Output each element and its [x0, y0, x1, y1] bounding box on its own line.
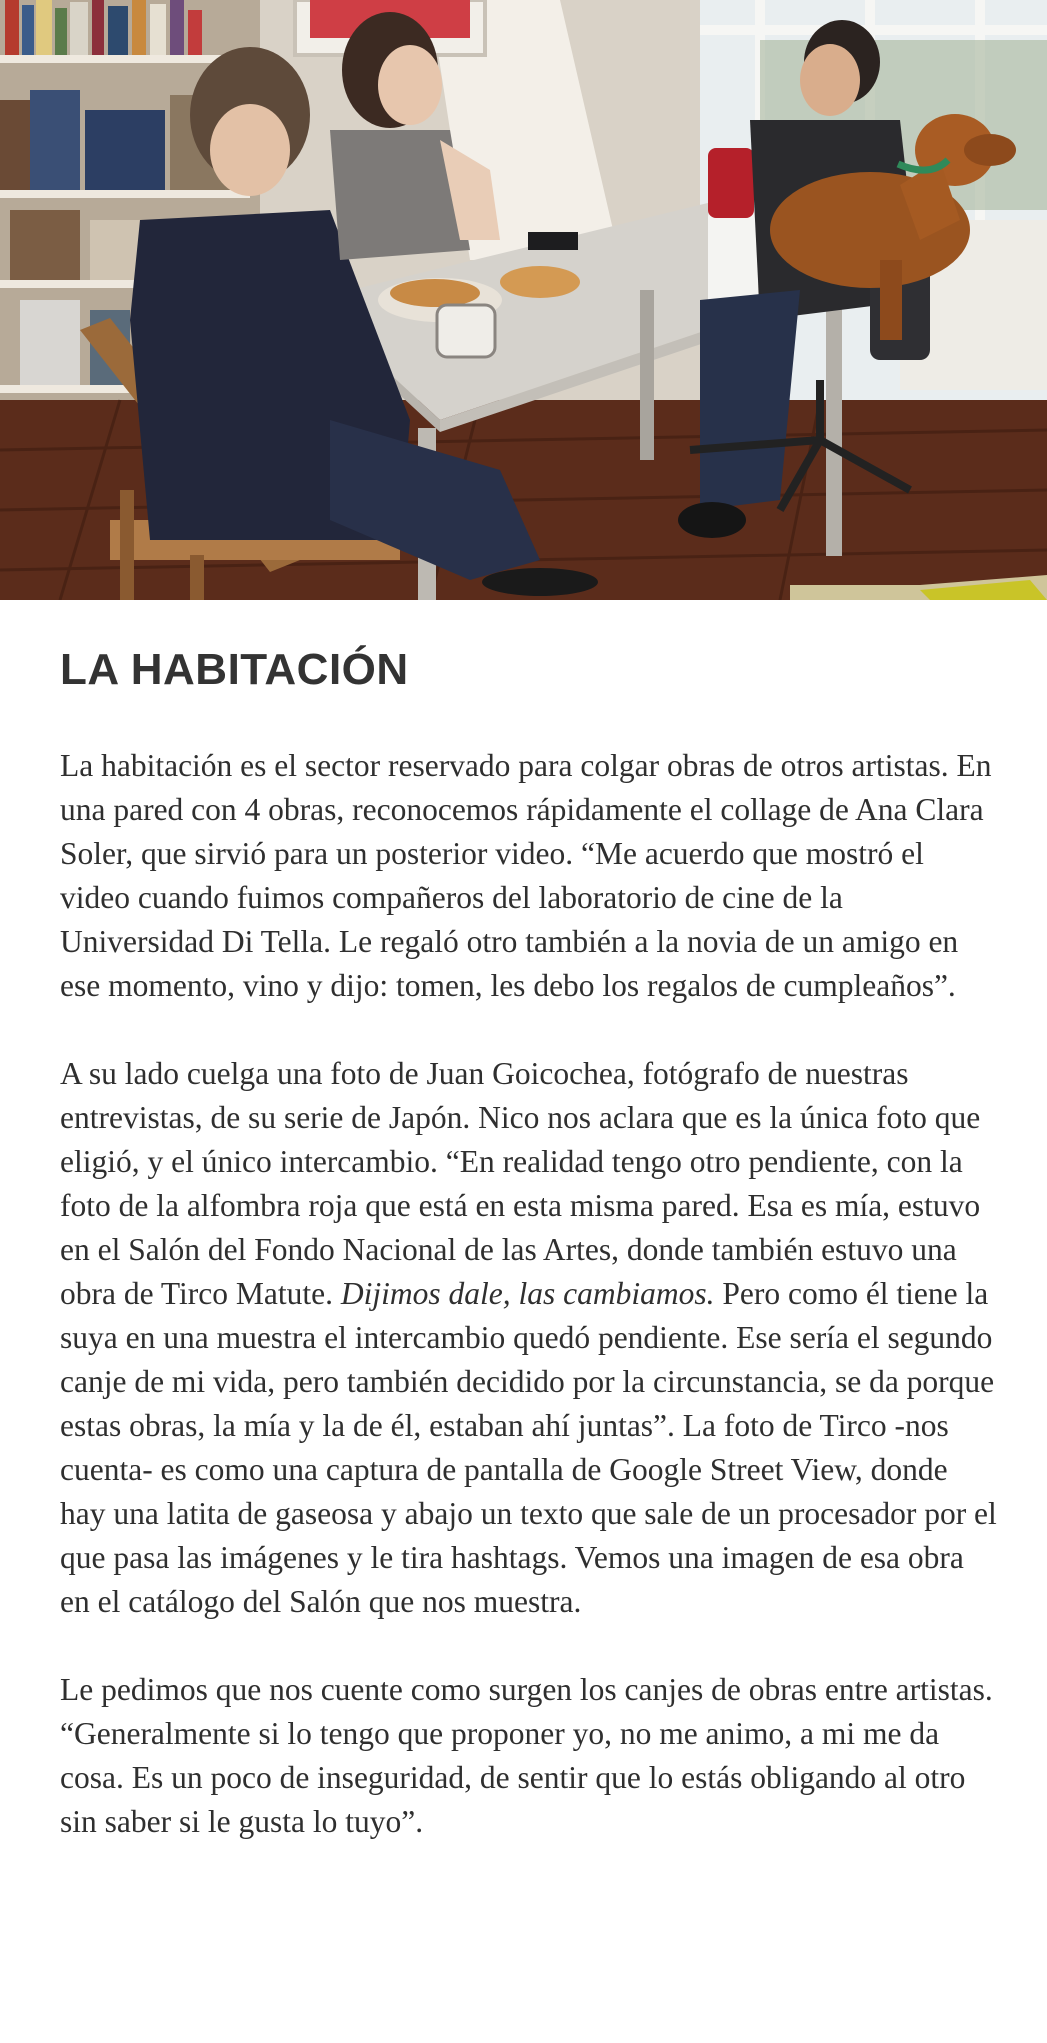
header-photo [0, 0, 1047, 600]
article-paragraph-3: Le pedimos que nos cuente como surgen los canjes de obras entre artistas. “Generalmente si lo tengo que proponer yo, no me animo, a mi me da cosa. Es un poco de inseguridad, de sentir que lo estás obligando al otro sin saber si le gusta lo tuyo”. [60, 1672, 993, 1839]
article-paragraph-2 [60, 1052, 1000, 1624]
article-title: LA HABITACIÓN [60, 645, 409, 694]
article-paragraph-1: La habitación es el sector reservado para colgar obras de otros artistas. En una pared con 4 obras, reconocemos rápidamente el collage de Ana Clara Soler, que sirvió para un posterior video. “Me acuerdo que mostró el video cuando fuimos compañeros del laboratorio de cine de la Universidad Di Tella. Le regaló otro también a la novia de un amigo en ese momento, vino y dijo: tomen, les debo los regalos de cumpleaños”. [60, 748, 992, 1003]
paragraph-2-italic-quote: Dijimos dale, las cambiamos. [340, 1276, 715, 1311]
paragraph-2-text-end: Pero como él tiene la suya en una muestra el intercambio quedó pendiente. Ese sería el segundo canje de mi vida, pero también decidido por la circunstancia, se da porque estas obras, la mía y la de él, estaban ahí juntas”. La foto de Tirco -nos cuenta- es como una captura de pantalla de Google Street View, donde hay una latita de gaseosa y abajo un texto que sale de un procesador por el que pasa las imágenes y le tira hashtags. Vemos una imagen de esa obra en el catálogo del Salón que nos muestra. [60, 1276, 997, 1619]
article [60, 640, 1000, 1888]
paragraph-2-text-start: A su lado cuelga una foto de Juan Goicochea, fotógrafo de nuestras entrevistas, de su serie de Japón. Nico nos aclara que es la única foto que eligió, y el único intercambio. “En realidad tengo otro pendiente, con la foto de la alfombra roja que está en esta misma pared. Esa es mía, estuvo en el Salón del Fondo Nacional de las Artes, donde también estuvo una obra de Tirco Matute. [60, 1056, 981, 1311]
